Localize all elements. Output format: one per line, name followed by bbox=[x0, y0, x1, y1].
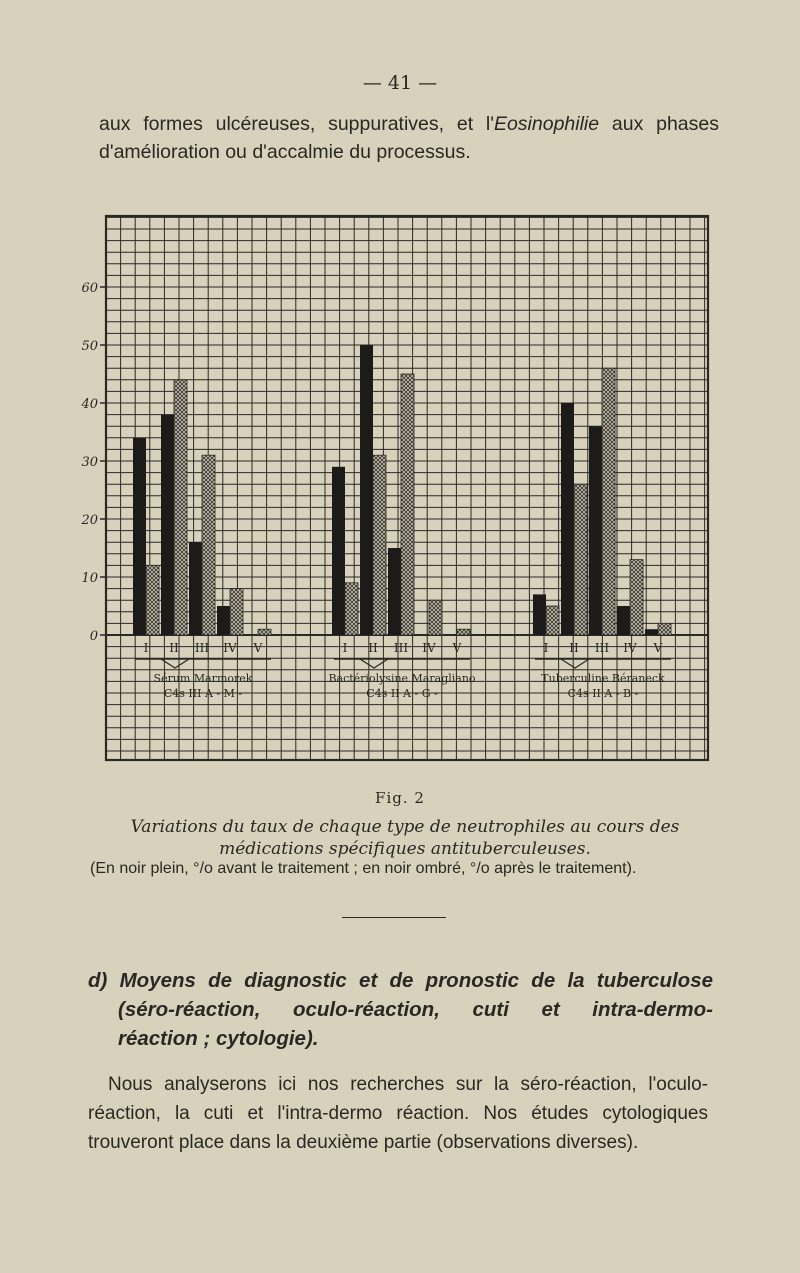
treatment-label: Sérum Marmorek bbox=[153, 672, 253, 685]
bar-before bbox=[133, 438, 146, 635]
body-paragraph bbox=[88, 1070, 708, 1157]
category-label: II bbox=[569, 641, 579, 655]
treatment-label: C4s II A - G - bbox=[366, 687, 438, 700]
chart-bars bbox=[133, 345, 671, 635]
category-label: V bbox=[452, 641, 462, 655]
bar-after bbox=[258, 629, 271, 635]
category-label: IV bbox=[623, 641, 637, 655]
y-tick-label: 60 bbox=[81, 281, 98, 296]
intro-paragraph bbox=[99, 110, 719, 166]
neutrophil-bar-chart bbox=[80, 210, 720, 770]
bar-after bbox=[602, 368, 615, 635]
category-label: III bbox=[393, 641, 409, 655]
category-label: III bbox=[594, 641, 610, 655]
category-label: V bbox=[253, 641, 263, 655]
bar-before bbox=[388, 548, 401, 635]
bar-before bbox=[189, 542, 202, 635]
bar-before bbox=[161, 415, 174, 635]
bar-after bbox=[546, 606, 559, 635]
bar-before bbox=[332, 467, 345, 635]
section-heading-line-2: (séro-réaction, oculo-réaction, cuti et intra-dermo- bbox=[118, 998, 713, 1021]
figure-label: Fig. 2 bbox=[375, 789, 425, 807]
y-tick-label: 50 bbox=[81, 339, 98, 354]
intro-emphasis: Eosinophilie bbox=[493, 113, 600, 135]
bar-before bbox=[217, 606, 230, 635]
bar-before bbox=[533, 594, 546, 635]
y-tick-label: 10 bbox=[81, 571, 98, 586]
bar-after bbox=[630, 560, 643, 635]
section-heading-line-1: d) Moyens de diagnostic et de pronostic de la tuberculose bbox=[88, 969, 713, 992]
group-bracket bbox=[161, 659, 189, 668]
bar-after bbox=[457, 629, 470, 635]
category-label: IV bbox=[223, 641, 237, 655]
intro-text-before: aux formes ulcéreuses, suppuratives, et l' bbox=[99, 113, 494, 135]
page-number: — 41 — bbox=[362, 72, 438, 94]
treatment-label: C4s II A - B - bbox=[567, 687, 639, 700]
bar-before bbox=[589, 426, 602, 635]
bar-before bbox=[645, 629, 658, 635]
y-tick-label: 20 bbox=[81, 513, 98, 528]
y-tick-label: 40 bbox=[81, 397, 98, 412]
bar-after bbox=[202, 455, 215, 635]
figure-caption-note: (En noir plein, °/o avant le traitement ; en noir ombré, °/o après le traitement). bbox=[90, 860, 637, 877]
treatment-label: Bactériolysine Maragliano bbox=[328, 672, 476, 685]
category-label: I bbox=[342, 641, 348, 655]
group-bracket bbox=[561, 659, 589, 668]
chart-y-axis bbox=[80, 281, 106, 644]
section-heading bbox=[88, 966, 713, 1053]
section-divider bbox=[342, 917, 446, 918]
bar-after bbox=[146, 565, 159, 635]
category-label: II bbox=[368, 641, 378, 655]
bar-after bbox=[373, 455, 386, 635]
bar-before bbox=[617, 606, 630, 635]
bar-before bbox=[561, 403, 574, 635]
category-label: I bbox=[543, 641, 549, 655]
bar-after bbox=[574, 484, 587, 635]
treatment-label: C4s III A - M - bbox=[163, 687, 243, 700]
y-tick-label: 0 bbox=[89, 629, 98, 644]
category-label: II bbox=[169, 641, 179, 655]
category-label: V bbox=[653, 641, 663, 655]
treatment-label: Tuberculine Béraneck bbox=[541, 672, 665, 685]
y-tick-label: 30 bbox=[81, 455, 98, 470]
bar-after bbox=[230, 589, 243, 635]
body-paragraph-text: Nous analyserons ici nos recherches sur la séro-réaction, l'oculo-réaction, la cuti et l'intra-dermo réaction. Nos études cytologiques trouveront place dans la deuxième partie (observations diverses). bbox=[88, 1074, 708, 1153]
category-label: I bbox=[143, 641, 149, 655]
bar-after bbox=[401, 374, 414, 635]
chart-labels bbox=[135, 641, 671, 700]
bar-before bbox=[360, 345, 373, 635]
bar-after bbox=[174, 380, 187, 635]
intro-text-after: aux phases d'amélioration ou d'accalmie du processus. bbox=[99, 113, 719, 163]
section-heading-line-3: réaction ; cytologie). bbox=[118, 1027, 319, 1050]
bar-after bbox=[429, 600, 442, 635]
bar-after bbox=[345, 583, 358, 635]
category-label: IV bbox=[422, 641, 436, 655]
figure-caption: Variations du taux de chaque type de neutrophiles au cours des médications spécifiques antituberculeuses. bbox=[130, 817, 680, 859]
bar-after bbox=[658, 623, 671, 635]
category-label: III bbox=[194, 641, 210, 655]
